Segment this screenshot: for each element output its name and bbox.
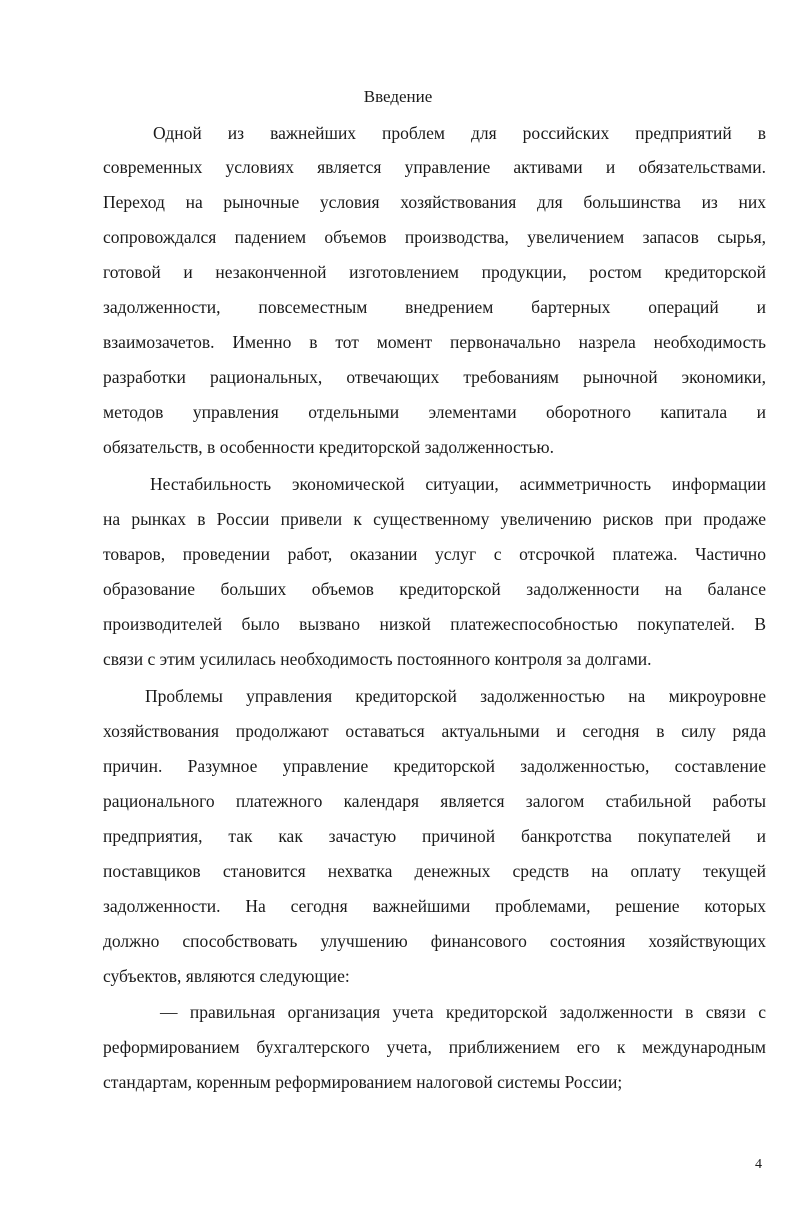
paragraph-2-line-1: Нестабильность экономической ситуации, асимметричность информации	[150, 474, 766, 494]
paragraph-2-line-5: производителей было вызвано низкой платежеспособностью покупателей. В	[103, 614, 766, 634]
paragraph-1-line-7: взаимозачетов. Именно в тот момент первоначально назрела необходимость	[103, 332, 766, 352]
paragraph-3-line-6: поставщиков становится нехватка денежных средств на оплату текущей	[103, 861, 766, 881]
list-item-line-2: реформированием бухгалтерского учета, приближением его к международным	[103, 1037, 766, 1057]
paragraph-1-line-3: Переход на рыночные условия хозяйствования для большинства из них	[103, 192, 766, 212]
page-number: 4	[755, 1157, 762, 1172]
paragraph-1-line-2: современных условиях является управление активами и обязательствами.	[103, 157, 766, 177]
paragraph-3-line-2: хозяйствования продолжают оставаться актуальными и сегодня в силу ряда	[103, 721, 766, 741]
paragraph-3-line-5: предприятия, так как зачастую причиной банкротства покупателей и	[103, 826, 766, 846]
paragraph-1-line-10: обязательств, в особенности кредиторской задолженностью.	[103, 437, 554, 457]
paragraph-3-line-1: Проблемы управления кредиторской задолженностью на микроуровне	[145, 686, 766, 706]
paragraph-3-line-3: причин. Разумное управление кредиторской задолженностью, составление	[103, 756, 766, 776]
paragraph-1-line-8: разработки рациональных, отвечающих требованиям рыночной экономики,	[103, 367, 766, 387]
paragraph-2-line-3: товаров, проведении работ, оказании услуг с отсрочкой платежа. Частично	[103, 544, 766, 564]
paragraph-1-line-6: задолженности, повсеместным внедрением бартерных операций и	[103, 297, 766, 317]
paragraph-3-line-9: субъектов, являются следующие:	[103, 966, 350, 986]
paragraph-1-line-1: Одной из важнейших проблем для российских предприятий в	[153, 123, 766, 143]
list-item-line-1: — правильная организация учета кредиторской задолженности в связи с	[160, 1002, 766, 1022]
paragraph-3-line-4: рационального платежного календаря является залогом стабильной работы	[103, 791, 766, 811]
paragraph-3-line-7: задолженности. На сегодня важнейшими проблемами, решение которых	[103, 896, 766, 916]
paragraph-1-line-9: методов управления отдельными элементами оборотного капитала и	[103, 402, 766, 422]
paragraph-3-line-8: должно способствовать улучшению финансового состояния хозяйствующих	[103, 931, 766, 951]
paragraph-1-line-4: сопровождался падением объемов производства, увеличением запасов сырья,	[103, 227, 766, 247]
list-item-line-3: стандартам, коренным реформированием налоговой системы России;	[103, 1072, 623, 1092]
paragraph-1-line-5: готовой и незаконченной изготовлением продукции, ростом кредиторской	[103, 262, 766, 282]
paragraph-2-line-6: связи с этим усилилась необходимость постоянного контроля за долгами.	[103, 649, 652, 669]
paragraph-2-line-2: на рынках в России привели к существенному увеличению рисков при продаже	[103, 509, 766, 529]
paragraph-2-line-4: образование больших объемов кредиторской задолженности на балансе	[103, 579, 766, 599]
page-title: Введение	[363, 87, 433, 106]
